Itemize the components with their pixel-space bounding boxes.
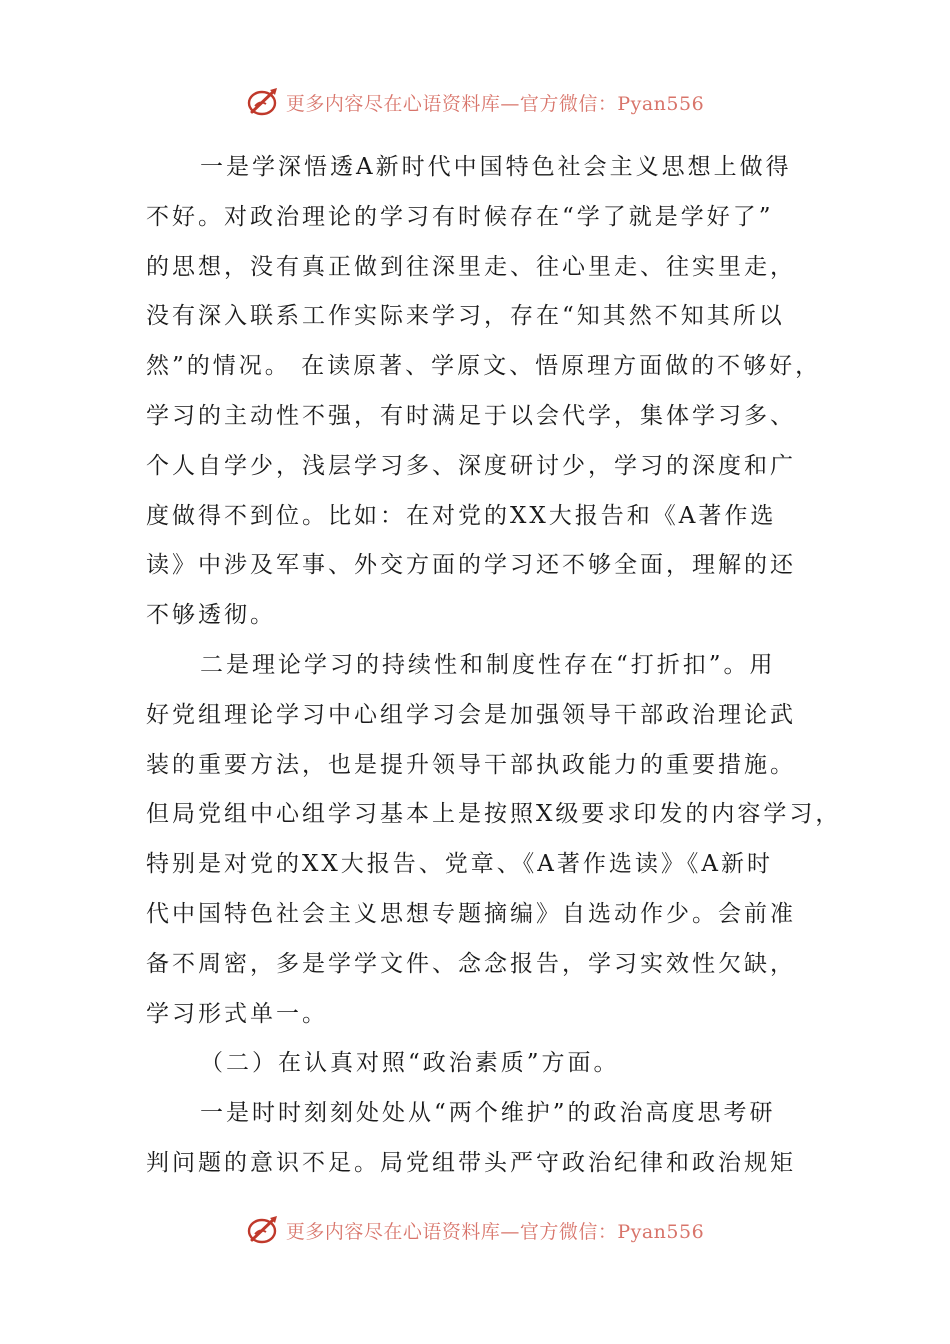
paragraph-3	[146, 1089, 811, 1189]
text-line: 然”的情况。 在读原著、学原文、悟原理方面做的不够好，	[146, 353, 822, 380]
text-line: 不好。对政治理论的学习有时候存在“学了就是学好了”	[146, 203, 774, 230]
watermark-banner-bottom	[0, 1210, 950, 1250]
document-body	[146, 143, 842, 1189]
paragraph-2	[146, 641, 842, 1039]
text-line: 装的重要方法，也是提升领导干部执政能力的重要措施。	[146, 751, 796, 778]
text-line: 的思想，没有真正做到往深里走、往心里走、往实里走，	[146, 253, 796, 280]
text-line: 好党组理论学习中心组学习会是加强领导干部政治理论武	[146, 701, 796, 728]
text-line: 度做得不到位。比如：在对党的XX大报告和《A著作选	[146, 502, 777, 529]
text-line: 判问题的意识不足。局党组带头严守政治纪律和政治规矩	[146, 1149, 796, 1176]
text-line: 学习的主动性不强，有时满足于以会代学，集体学习多、	[146, 402, 796, 429]
text-line: 但局党组中心组学习基本上是按照X级要求印发的内容学习，	[146, 801, 842, 828]
pen-logo-icon	[246, 85, 280, 119]
text-line: 不够透彻。	[146, 602, 276, 629]
watermark-banner-top	[0, 82, 950, 122]
watermark-text-top: 更多内容尽在心语资料库—官方微信：Pyan556	[285, 92, 705, 115]
text-line: 读》中涉及军事、外交方面的学习还不够全面，理解的还	[146, 552, 796, 579]
text-line: 一是学深悟透A新时代中国特色社会主义思想上做得	[200, 154, 792, 180]
text-line: 备不周密，多是学学文件、念念报告，学习实效性欠缺，	[146, 950, 796, 977]
heading-line: （二）在认真对照“政治素质”方面。	[200, 1050, 620, 1077]
text-line: 个人自学少，浅层学习多、深度研讨少，学习的深度和广	[146, 452, 796, 479]
paragraph-1	[146, 143, 822, 641]
text-line: 特别是对党的XX大报告、党章、《A著作选读》《A新时	[146, 851, 773, 878]
text-line: 没有深入联系工作实际来学习，存在“知其然不知其所以	[146, 303, 785, 330]
text-line: 一是时时刻刻处处从“两个维护”的政治高度思考研	[200, 1100, 776, 1127]
text-line: 学习形式单一。	[146, 1000, 328, 1027]
pen-logo-icon	[246, 1213, 280, 1247]
text-line: 代中国特色社会主义思想专题摘编》自选动作少。会前准	[146, 900, 796, 927]
text-line: 二是理论学习的持续性和制度性存在“打折扣”。用	[200, 651, 776, 678]
section-heading	[146, 1039, 811, 1089]
watermark-text-bottom: 更多内容尽在心语资料库—官方微信：Pyan556	[285, 1220, 705, 1243]
